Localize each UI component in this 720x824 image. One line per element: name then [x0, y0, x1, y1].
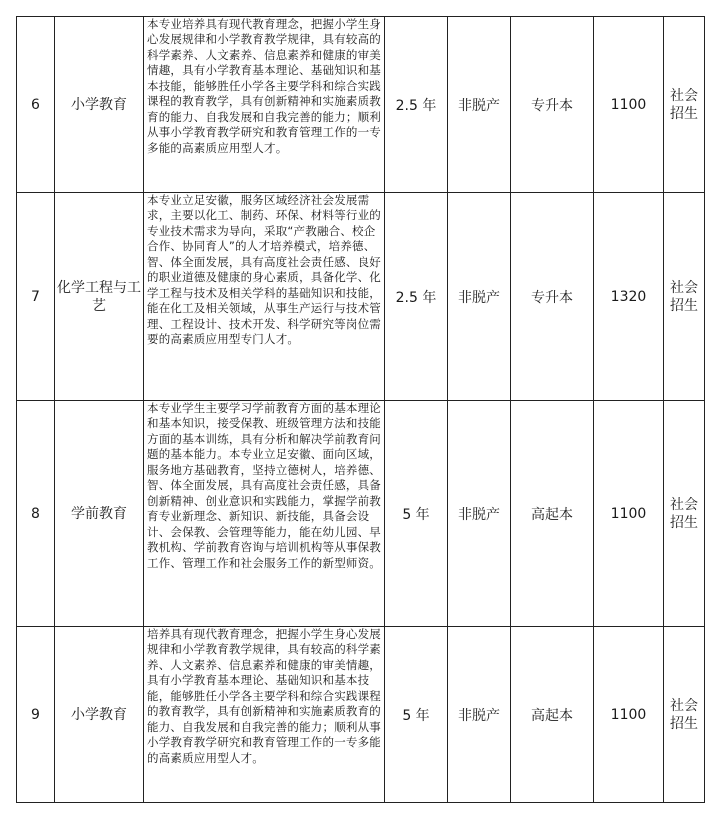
enrollment-type: 社会招生 [664, 627, 705, 803]
education-level: 专升本 [511, 17, 594, 193]
study-mode: 非脱产 [448, 401, 511, 627]
row-number: 8 [17, 401, 55, 627]
table-row [17, 193, 705, 401]
table-row [17, 401, 705, 627]
study-duration: 2.5 年 [385, 17, 448, 193]
row-number: 7 [17, 193, 55, 401]
program-table [16, 16, 705, 803]
training-objective: 培养具有现代教育理念，把握小学生身心发展规律和小学教育教学规律，具有较高的科学素养、人文素养、信息素养和健康的审美情趣，具有小学教育基本理论、基础知识和基本技能，能够胜任小学各主要学科和综合实践课程的教育教学，具有创新精神和实施素质教育的能力、自我发展和自我完善的能力；顺利从事小学教育教学研究和教育管理工作的一专多能的高素质应用型人才。 [144, 627, 385, 803]
training-objective: 本专业立足安徽，服务区域经济社会发展需求，主要以化工、制药、环保、材料等行业的专业技术需求为导向，采取“产教融合、校企合作、协同育人”的人才培养模式，培养德、智、体全面发展，具有高度社会责任感、良好的职业道德及健康的身心素质，具备化学、化学工程与技术及相关学科的基础知识和技能，能在化工及相关领域，从事生产运行与技术管理、工程设计、技术开发、科学研究等岗位需要的高素质应用型专门人才。 [144, 193, 385, 401]
training-objective: 本专业学生主要学习学前教育方面的基本理论和基本知识，接受保教、班级管理方法和技能方面的基本训练，具有分析和解决学前教育问题的基本能力。本专业立足安徽、面向区域，服务地方基础教育，坚持立德树人，培养德、智、体全面发展，具有高度社会责任感，具备创新精神、创业意识和实践能力，掌握学前教育专业新理念、新知识、新技能，具备会设计、会保教、会管理等能力，能在幼儿园、早教机构、学前教育咨询与培训机构等从事保教工作、管理工作和社会服务工作的新型师资。 [144, 401, 385, 627]
major-name: 小学教育 [55, 17, 144, 193]
enrollment-type: 社会招生 [664, 17, 705, 193]
study-mode: 非脱产 [448, 627, 511, 803]
major-name: 小学教育 [55, 627, 144, 803]
education-level: 高起本 [511, 627, 594, 803]
major-name: 化学工程与工艺 [55, 193, 144, 401]
tuition-fee: 1100 [594, 401, 664, 627]
major-name: 学前教育 [55, 401, 144, 627]
enrollment-type: 社会招生 [664, 401, 705, 627]
row-number: 6 [17, 17, 55, 193]
table-row [17, 17, 705, 193]
study-mode: 非脱产 [448, 17, 511, 193]
education-level: 专升本 [511, 193, 594, 401]
tuition-fee: 1320 [594, 193, 664, 401]
study-duration: 2.5 年 [385, 193, 448, 401]
row-number: 9 [17, 627, 55, 803]
study-duration: 5 年 [385, 627, 448, 803]
education-level: 高起本 [511, 401, 594, 627]
tuition-fee: 1100 [594, 17, 664, 193]
tuition-fee: 1100 [594, 627, 664, 803]
training-objective: 本专业培养具有现代教育理念，把握小学生身心发展规律和小学教育教学规律，具有较高的科学素养、人文素养、信息素养和健康的审美情趣，具有小学教育基本理论、基础知识和基本技能，能够胜任小学各主要学科和综合实践课程的教育教学，具有创新精神和实施素质教育的能力、自我发展和自我完善的能力；顺利从事小学教育教学研究和教育管理工作的一专多能的高素质应用型人才。 [144, 17, 385, 193]
table-row [17, 627, 705, 803]
study-duration: 5 年 [385, 401, 448, 627]
enrollment-type: 社会招生 [664, 193, 705, 401]
study-mode: 非脱产 [448, 193, 511, 401]
